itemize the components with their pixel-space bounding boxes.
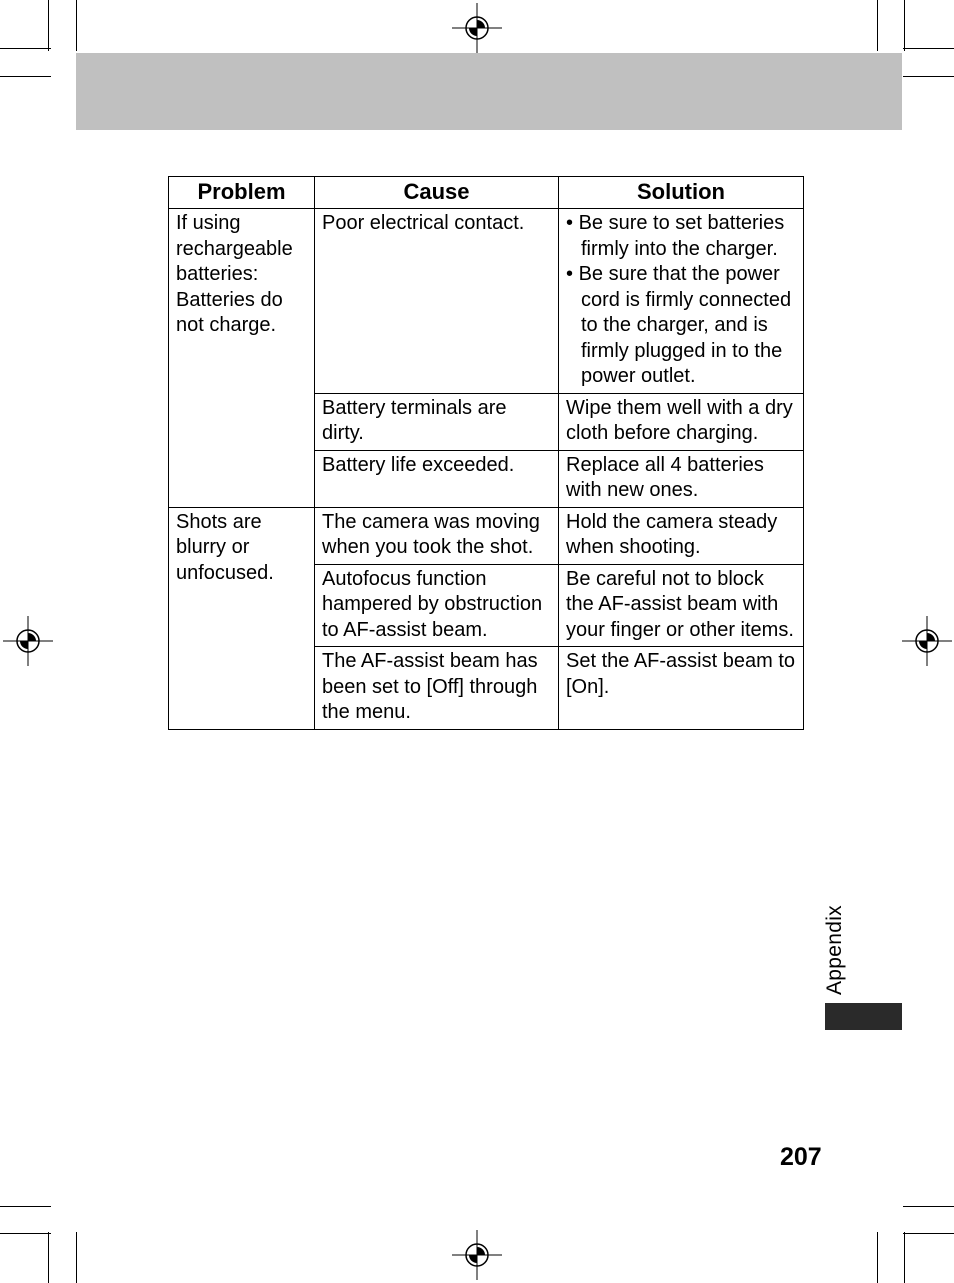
- crop-mark: [76, 1232, 77, 1283]
- cause-cell: Battery life exceeded.: [315, 450, 559, 507]
- cause-cell: The AF-assist beam has been set to [Off] through the menu.: [315, 647, 559, 730]
- registration-mark-icon: [3, 616, 53, 666]
- section-label: Appendix: [823, 905, 846, 995]
- solution-cell: Hold the camera steady when shooting.: [559, 507, 804, 564]
- crop-mark: [903, 48, 954, 49]
- crop-mark: [903, 1233, 954, 1234]
- column-header-solution: Solution: [559, 177, 804, 209]
- crop-mark: [904, 0, 905, 51]
- page-number: 207: [780, 1143, 822, 1171]
- crop-mark: [903, 1206, 954, 1207]
- header-band: [76, 53, 902, 130]
- cause-cell: Poor electrical contact.: [315, 209, 559, 394]
- crop-mark: [904, 1232, 905, 1283]
- crop-mark: [877, 0, 878, 51]
- solution-bullet: • Be sure to set batteries firmly into the charger.: [566, 212, 785, 260]
- bullet-icon: •: [566, 263, 574, 285]
- cause-cell: Autofocus function hampered by obstruction to AF-assist beam.: [315, 564, 559, 647]
- column-header-cause: Cause: [315, 177, 559, 209]
- solution-bullet: • Be sure that the power cord is firmly connected to the charger, and is firmly plugged in to the power outlet.: [566, 263, 792, 387]
- registration-mark-icon: [452, 1230, 502, 1280]
- solution-cell: [559, 209, 804, 394]
- table-row: [169, 507, 804, 564]
- problem-cell: If using rechargeable batteries: Batteries do not charge.: [169, 209, 315, 508]
- troubleshooting-table: [168, 176, 804, 730]
- crop-mark: [0, 76, 51, 77]
- registration-mark-icon: [902, 616, 952, 666]
- crop-mark: [76, 0, 77, 51]
- problem-cell: Shots are blurry or unfocused.: [169, 507, 315, 729]
- table-row: [169, 209, 804, 394]
- crop-mark: [877, 1232, 878, 1283]
- crop-mark: [903, 76, 954, 77]
- registration-mark-icon: [452, 3, 502, 53]
- crop-mark: [0, 48, 51, 49]
- section-tab: [825, 1003, 902, 1030]
- solution-cell: Set the AF-assist beam to [On].: [559, 647, 804, 730]
- solution-cell: Wipe them well with a dry cloth before charging.: [559, 393, 804, 450]
- crop-mark: [48, 0, 49, 51]
- cause-cell: Battery terminals are dirty.: [315, 393, 559, 450]
- crop-mark: [48, 1232, 49, 1283]
- solution-cell: Be careful not to block the AF-assist beam with your finger or other items.: [559, 564, 804, 647]
- crop-mark: [0, 1233, 51, 1234]
- column-header-problem: Problem: [169, 177, 315, 209]
- cause-cell: The camera was moving when you took the shot.: [315, 507, 559, 564]
- solution-cell: Replace all 4 batteries with new ones.: [559, 450, 804, 507]
- bullet-icon: •: [566, 212, 574, 234]
- crop-mark: [0, 1206, 51, 1207]
- table-header-row: [169, 177, 804, 209]
